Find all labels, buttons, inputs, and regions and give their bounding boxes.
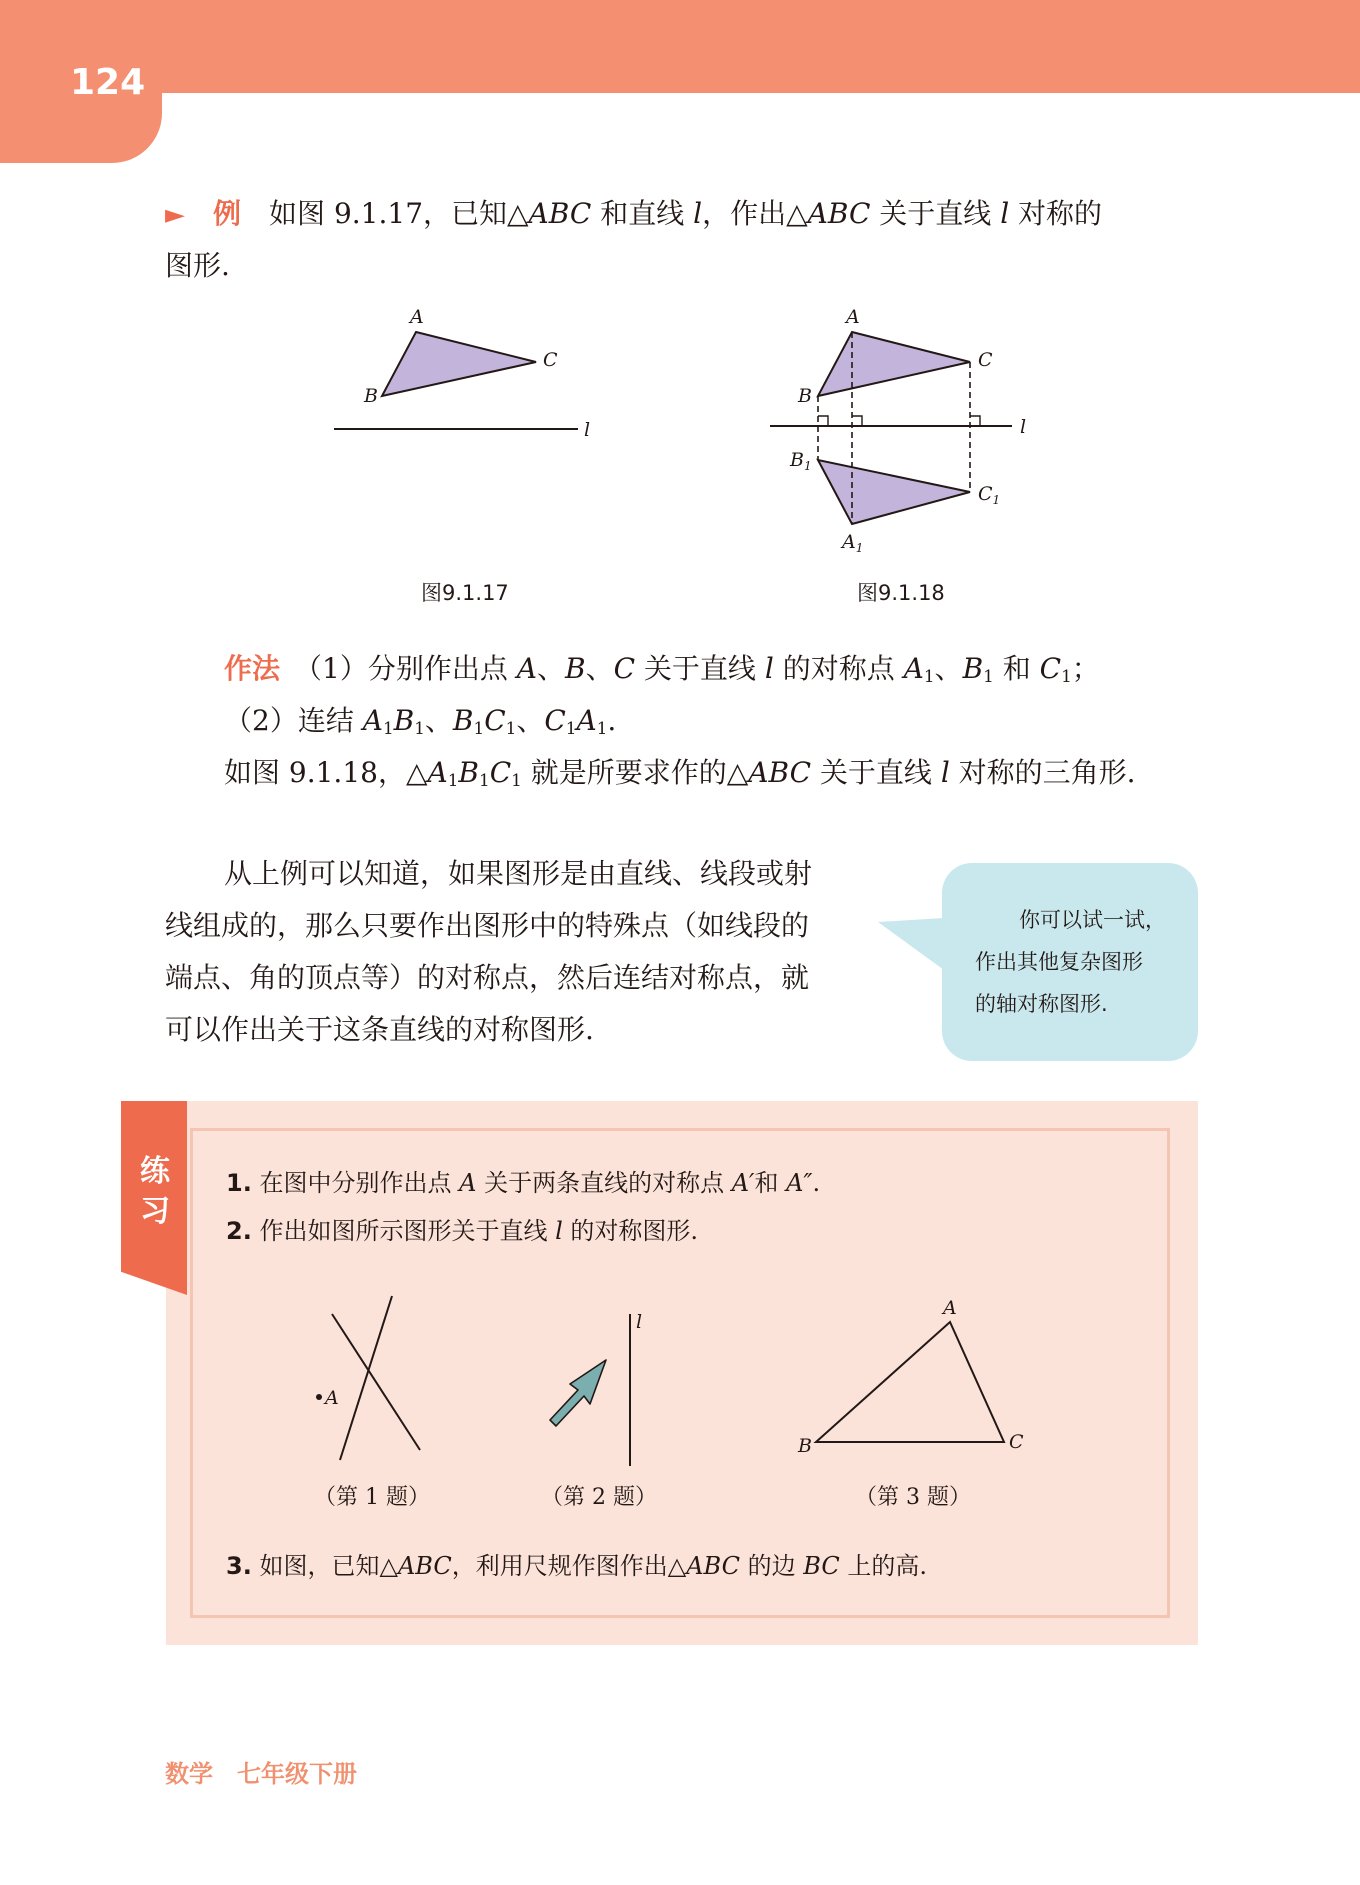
label-l: l (584, 419, 591, 441)
body-line-4: 可以作出关于这条直线的对称图形. (165, 1013, 594, 1046)
label-b: B (798, 1435, 812, 1457)
practice-caption-1: （第 1 题） (314, 1485, 430, 1510)
tip-line-3: 的轴对称图形. (975, 992, 1108, 1016)
practice-caption-2: （第 2 题） (541, 1485, 657, 1510)
play-arrow-icon: ► (165, 200, 185, 230)
body-line-2: 线组成的，那么只要作出图形中的特殊点（如线段的 (165, 909, 810, 942)
label-a: A (325, 1387, 339, 1409)
label-c: C (978, 349, 993, 371)
label-c1: $C_1$ (978, 483, 1001, 507)
triangle-abc (382, 332, 536, 396)
example-line-1: ► 例 如图 9.1.17，已知△ABC 和直线 l，作出△ABC 关于直线 l 对称的 (165, 197, 1103, 230)
label-c: C (1009, 1431, 1024, 1453)
figure-9-1-18 (760, 300, 1080, 560)
method-conclusion: 如图 9.1.18，$\triangle A_1B_1C_1$ 就是所要求作的△ABC 关于直线 l 对称的三角形. (224, 756, 1136, 791)
line-2 (340, 1296, 392, 1460)
right-angle-mark (970, 416, 980, 426)
label-b: B (798, 385, 812, 407)
point-a (316, 1394, 322, 1400)
method-step-2: （2）连结 $A_1B_1$、$B_1C_1$、$C_1A_1$. (224, 704, 617, 739)
practice-ribbon-char-2: 习 (140, 1194, 170, 1229)
triangle-a1b1c1 (818, 460, 970, 524)
line-1 (332, 1314, 420, 1450)
method-label: 作法 (224, 652, 281, 685)
label-a: A (410, 306, 424, 328)
body-line-1: 从上例可以知道，如果图形是由直线、线段或射 (224, 857, 813, 890)
tip-line-1: 你可以试一试， (1019, 908, 1166, 932)
header-band (0, 0, 1360, 93)
label-c: C (543, 349, 558, 371)
practice-question-2: 2. 作出如图所示图形关于直线 l 的对称图形. (226, 1217, 699, 1245)
tip-bubble-pointer (878, 918, 948, 978)
figure-9-1-17-caption: 图9.1.17 (421, 581, 509, 605)
label-a1: $A_1$ (842, 531, 864, 555)
practice-figure-1 (300, 1290, 440, 1470)
tip-line-2: 作出其他复杂图形 (975, 950, 1143, 974)
practice-figure-3 (790, 1290, 1050, 1470)
example-label: 例 (213, 197, 242, 230)
right-angle-mark (818, 416, 828, 426)
practice-question-1: 1. 在图中分别作出点 A 关于两条直线的对称点 A′和 A″. (226, 1169, 821, 1197)
method-step-1: 作法 （1）分别作出点 A、B、C 关于直线 l 的对称点 $A_1$、$B_1$ 和 $C_1$； (224, 652, 1100, 687)
label-b: B (364, 385, 378, 407)
label-l: l (636, 1311, 643, 1333)
label-l: l (1020, 416, 1027, 438)
label-a: A (846, 306, 860, 328)
triangle-abc (816, 1322, 1004, 1442)
example-line-2: 图形. (165, 249, 230, 282)
practice-question-3: 3. 如图，已知△ABC，利用尺规作图作出△ABC 的边 BC 上的高. (226, 1552, 927, 1580)
figure-9-1-18-caption: 图9.1.18 (857, 581, 945, 605)
figure-9-1-17 (300, 300, 620, 450)
practice-figure-2 (540, 1300, 660, 1480)
body-line-3: 端点、角的顶点等）的对称点，然后连结对称点，就 (165, 961, 810, 994)
page-number: 124 (70, 62, 146, 103)
footer-book-title: 数学 七年级下册 (165, 1760, 357, 1788)
label-b1: $B_1$ (790, 449, 812, 473)
practice-ribbon-char-1: 练 (140, 1154, 170, 1189)
label-a: A (943, 1297, 957, 1319)
practice-caption-3: （第 3 题） (855, 1485, 971, 1510)
triangle-abc (818, 332, 970, 396)
arrow-shape (550, 1360, 606, 1426)
right-angle-mark (852, 416, 862, 426)
